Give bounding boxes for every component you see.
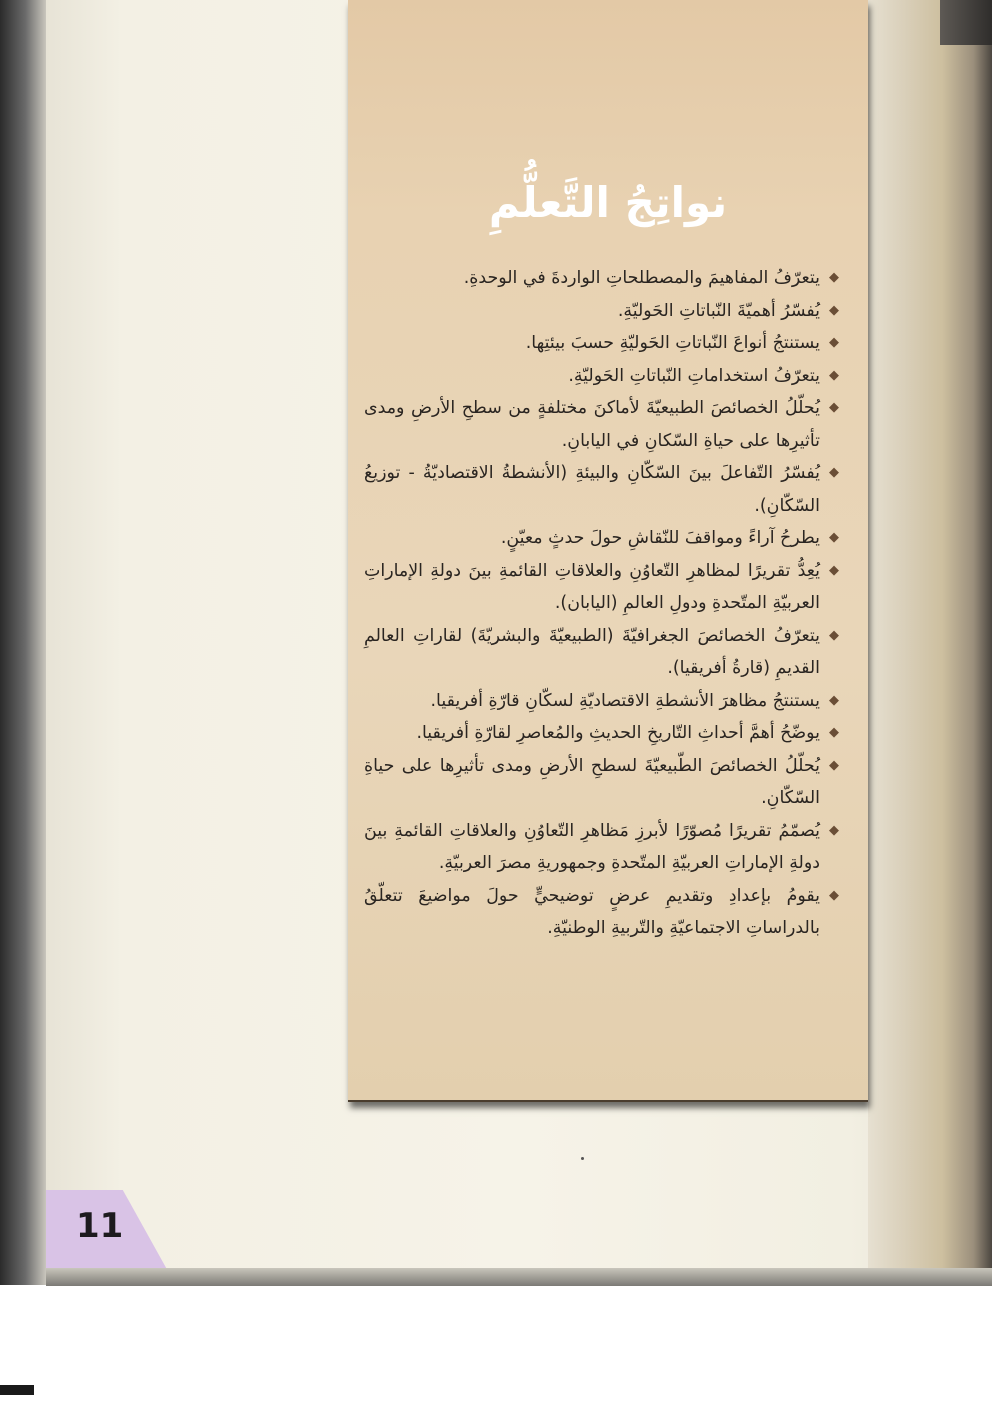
shadow-corner [940, 0, 992, 45]
diamond-bullet-icon: ◆ [829, 302, 839, 318]
diamond-bullet-icon: ◆ [829, 530, 839, 545]
outcome-item [364, 685, 842, 718]
outcome-text: يستنتجُ أنواعَ النّباتاتِ الحَوليّةِ حسبَ بيئتِها. [525, 333, 820, 353]
outcome-item [364, 522, 842, 555]
diamond-bullet-icon: ◆ [829, 367, 839, 383]
diamond-bullet-icon: ◆ [829, 465, 839, 480]
diamond-bullet-icon: ◆ [829, 562, 839, 578]
outcome-item [364, 717, 842, 750]
outcome-item [364, 880, 842, 945]
diamond-bullet-icon: ◆ [829, 627, 839, 643]
outcome-item [364, 262, 842, 295]
outcome-item [364, 815, 842, 880]
page-bottom-edge [46, 1268, 992, 1286]
outcome-text: يُحلّلُ الخصائصَ الطّبيعيّةَ لسطحِ الأرضِ ومدى تأثيرِها على حياةِ السّكّانِ. [364, 755, 820, 808]
outcome-item [364, 620, 842, 685]
outcome-text: يوضّحُ أهمَّ أحداثِ التّاريخِ الحديثِ والمُعاصرِ لقارّةِ أفريقيا. [416, 723, 820, 743]
outcome-text: يُصمّمُ تقريرًا مُصوّرًا لأبرزِ مَظاهرِ التّعاوُنِ والعلاقاتِ القائمةِ بينَ دولةِ الإماراتِ العربيّةِ المتّحدةِ وجمهوريةِ مصرَ العربيّةِ. [364, 820, 820, 873]
outcome-text: يُفسّرُ أهميّةَ النّباتاتِ الحَوليّةِ. [617, 300, 820, 321]
outcome-text: يتعرّفُ استخداماتِ النّباتاتِ الحَوليّةِ. [568, 365, 820, 386]
outcome-text: يُفسّرُ التّفاعلَ بينَ السّكّانِ والبيئةِ (الأنشطةُ الاقتصاديّةُ - توزيعُ السّكّانِ). [364, 463, 820, 516]
outcome-item [364, 555, 842, 620]
outcome-item [364, 360, 842, 393]
diamond-bullet-icon: ◆ [829, 822, 839, 838]
outcome-text: يقومُ بإعدادِ وتقديمِ عرضٍ توضيحيٍّ حولَ مواضيعَ تتعلّقُ بالدراساتِ الاجتماعيّةِ والتّربيةِ الوطنيّةِ. [364, 885, 820, 938]
diamond-bullet-icon: ◆ [829, 887, 839, 903]
outcome-text: يُعِدُّ تقريرًا لمظاهرِ التّعاوُنِ والعلاقاتِ القائمةِ بينَ دولةِ الإماراتِ العربيّةِ المتّحدةِ ودولِ العالمِ (اليابان). [364, 560, 820, 613]
panel-title: نواتِجُ التَّعلُّمِ [488, 178, 728, 227]
outcome-item [364, 392, 842, 457]
outcome-item [364, 295, 842, 328]
diamond-bullet-icon: ◆ [829, 335, 839, 350]
diamond-bullet-icon: ◆ [829, 692, 839, 708]
page-speck [581, 1157, 584, 1160]
page-number: 11 [76, 1206, 124, 1246]
outcome-text: يُحلّلُ الخصائصَ الطبيعيّةَ لأماكنَ مختلفةٍ من سطحِ الأرضِ ومدى تأثيرِها على حياةِ السّكانِ في اليابانِ. [364, 398, 820, 451]
outcome-item [364, 457, 842, 522]
outcome-text: يستنتجُ مظاهرَ الأنشطةِ الاقتصاديّةِ لسكّانِ قارّةِ أفريقيا. [430, 690, 820, 711]
diamond-bullet-icon: ◆ [829, 757, 839, 773]
outcome-item [364, 750, 842, 815]
diamond-bullet-icon: ◆ [829, 400, 839, 415]
learning-outcomes-list [364, 262, 842, 945]
book-spine-edge [0, 0, 46, 1285]
diamond-bullet-icon: ◆ [829, 270, 839, 285]
diamond-bullet-icon: ◆ [829, 725, 839, 740]
scan-mark [0, 1385, 34, 1395]
outcome-text: يتعرّفُ الخصائصَ الجغرافيّةَ (الطبيعيّةَ والبشريّةَ) لقاراتِ العالمِ القديمِ (قارةُ أفريقيا). [364, 625, 820, 678]
next-page-edge [868, 0, 992, 1282]
outcome-item [364, 327, 842, 360]
outcome-text: يتعرّفُ المفاهيمَ والمصطلحاتِ الواردةَ في الوحدةِ. [463, 268, 820, 288]
outcome-text: يطرحُ آراءً ومواقفَ للنّقاشِ حولَ حدثٍ معيّنٍ. [500, 528, 820, 548]
